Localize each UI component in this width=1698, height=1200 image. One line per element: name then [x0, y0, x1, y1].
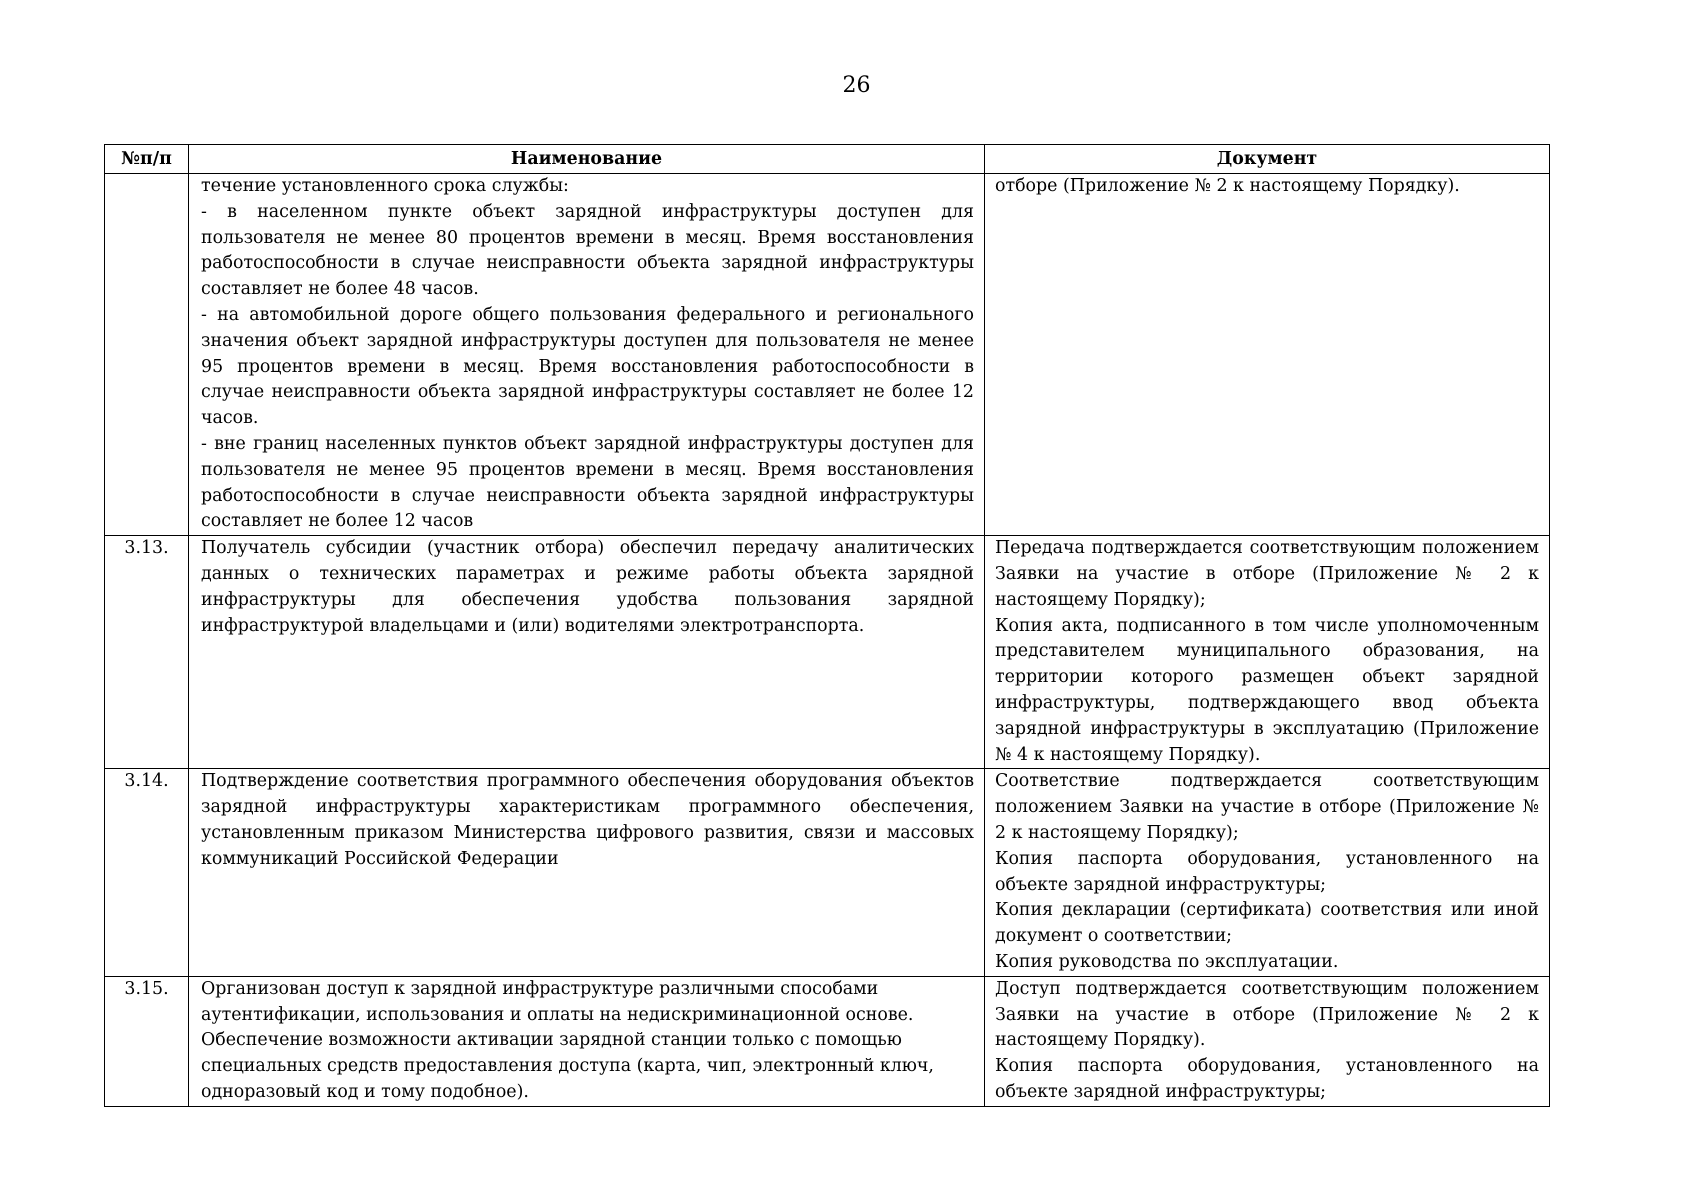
row-number: 3.15.: [105, 976, 189, 1106]
document-text: Соответствие подтверждается соответствующим положением Заявки на участие в отборе (Приложение № 2 к настоящему Порядку);: [995, 771, 1539, 843]
requirement-text: течение установленного срока службы:: [201, 176, 569, 196]
page-number: 26: [842, 73, 871, 98]
row-number: [105, 174, 189, 536]
requirements-table: [104, 144, 1550, 1107]
header-document: Документ: [985, 145, 1550, 174]
table-header-row: [105, 145, 1550, 174]
document-text: Копия акта, подписанного в том числе уполномоченным представителем муниципального образования, на территории которого размещен объект зарядной инфраструктуры, подтверждающего ввод объекта зарядной инфраструктуры в эксплуатацию (Приложение № 4 к настоящему Порядку).: [995, 615, 1539, 765]
document-cell: [985, 174, 1550, 536]
requirement-text: Обеспечение возможности активации зарядной станции только с помощью специальных средств предоставления доступа (карта, чип, электронный ключ, одноразовый код и тому подобное).: [201, 1030, 934, 1102]
requirement-name-cell: [189, 174, 985, 536]
requirement-text: Получатель субсидии (участник отбора) обеспечил передачу аналитических данных о технических параметрах и режиме работы объекта зарядной инфраструктуры для обеспечения удобства пользования зарядной инфраструктурой владельцами и (или) водителями электротранспорта.: [201, 538, 974, 636]
document-text: Копия паспорта оборудования, установленного на объекте зарядной инфраструктуры;: [995, 1056, 1539, 1102]
row-number: 3.13.: [105, 536, 189, 769]
requirement-name-cell: [189, 769, 985, 976]
requirement-text: Подтверждение соответствия программного обеспечения оборудования объектов зарядной инфраструктуры характеристикам программного обеспечения, установленным приказом Министерства цифрового развития, связи и массовых коммуникаций Российской Федерации: [201, 771, 974, 869]
document-text: отборе (Приложение № 2 к настоящему Порядку).: [995, 176, 1460, 196]
requirement-text: - вне границ населенных пунктов объект зарядной инфраструктуры доступен для пользователя не менее 95 процентов времени в месяц. Время восстановления работоспособности в случае неисправности объекта зарядной инфраструктуры составляет не более 12 часов: [201, 433, 974, 532]
requirement-text: - на автомобильной дороге общего пользования федерального и регионального значения объект зарядной инфраструктуры доступен для пользователя не менее 95 процентов времени в месяц. Время восстановления работоспособности в случае неисправности объекта зарядной инфраструктуры составляет не более 12 часов.: [201, 304, 974, 429]
document-text: Передача подтверждается соответствующим положением Заявки на участие в отборе (Приложение № 2 к настоящему Порядку);: [995, 538, 1539, 610]
row-number: 3.14.: [105, 769, 189, 976]
requirement-text: - в населенном пункте объект зарядной инфраструктуры доступен для пользователя не менее 80 процентов времени в месяц. Время восстановления работоспособности в случае неисправности объекта зарядной инфраструктуры составляет не более 48 часов.: [201, 201, 974, 300]
document-text: Копия паспорта оборудования, установленного на объекте зарядной инфраструктуры;: [995, 848, 1539, 895]
requirement-name-cell: [189, 536, 985, 769]
table-row: [105, 976, 1550, 1106]
header-name: Наименование: [189, 145, 985, 174]
document-text: Копия декларации (сертификата) соответствия или иной документ о соответствии;: [995, 900, 1539, 947]
table-row: [105, 174, 1550, 536]
document-text: Доступ подтверждается соответствующим положением Заявки на участие в отборе (Приложение № 2 к настоящему Порядку).: [995, 978, 1539, 1051]
header-number: №п/п: [105, 145, 189, 174]
requirement-text: Организован доступ к зарядной инфраструктуре различными способами аутентификации, использования и оплаты на недискриминационной основе.: [201, 978, 914, 1025]
document-cell: [985, 976, 1550, 1106]
requirement-name-cell: [189, 976, 985, 1106]
document-cell: [985, 769, 1550, 976]
table-row: [105, 769, 1550, 976]
table-row: [105, 536, 1550, 769]
document-text: Копия руководства по эксплуатации.: [995, 951, 1339, 972]
document-cell: [985, 536, 1550, 769]
